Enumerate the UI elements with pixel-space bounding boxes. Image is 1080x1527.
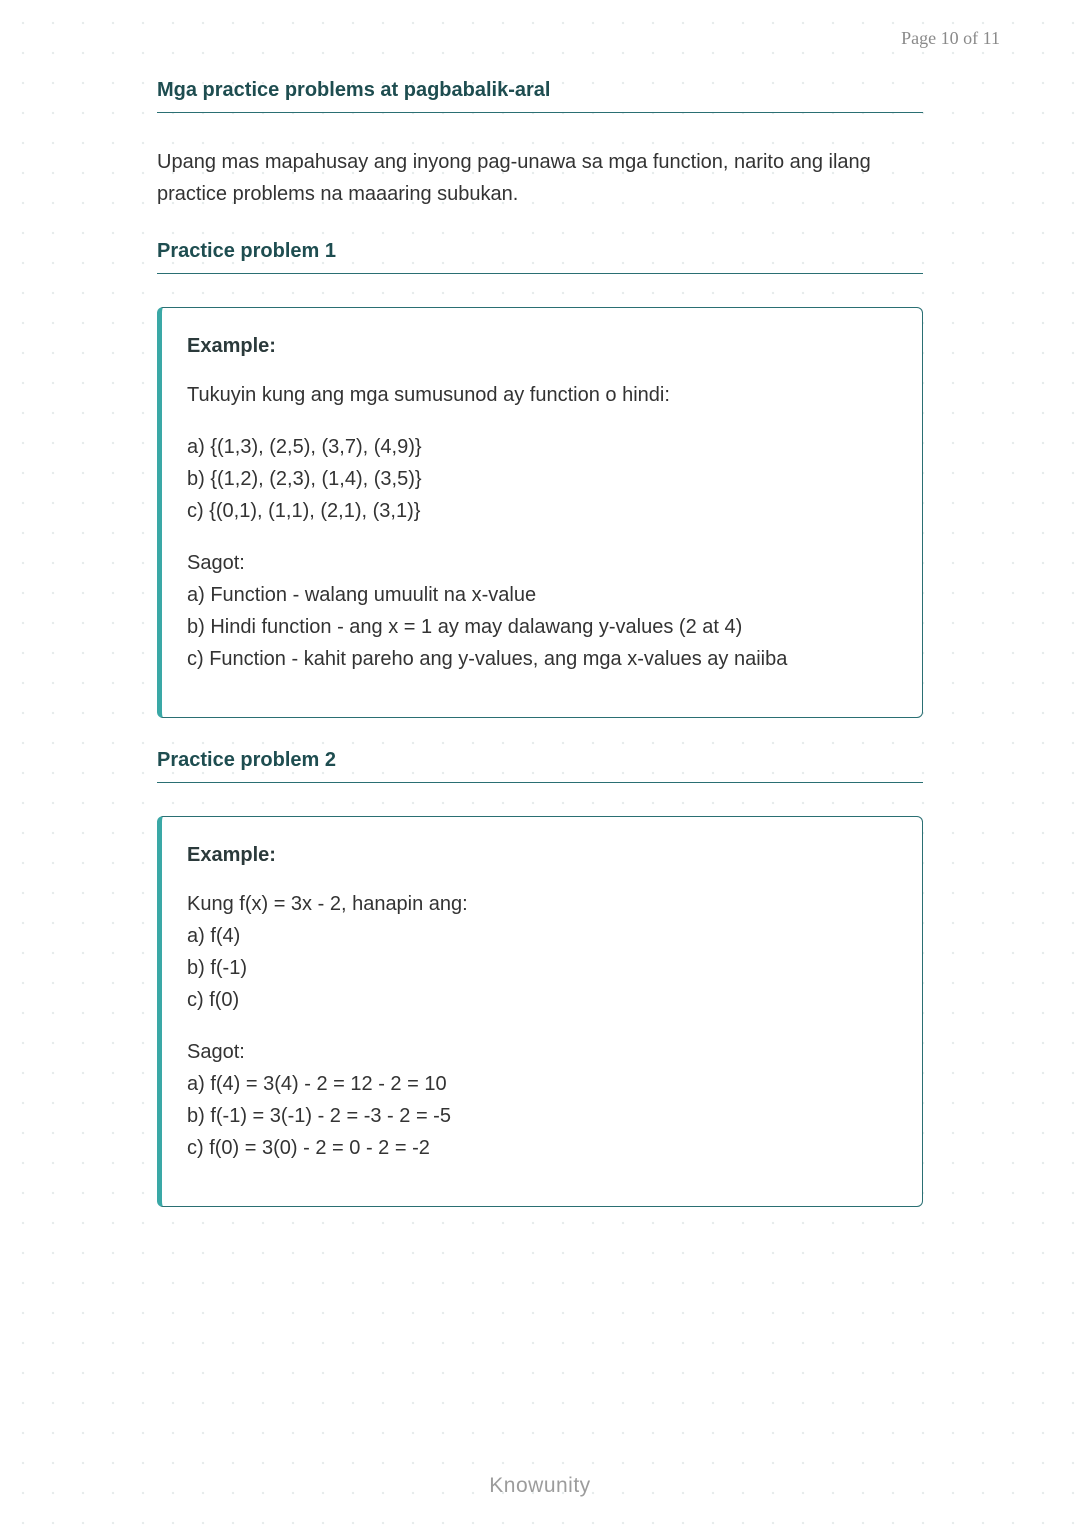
answer-item: a) Function - walang umuulit na x-value bbox=[187, 584, 537, 606]
problem-prompt: Tukuyin kung ang mga sumusunod ay function o hindi: bbox=[187, 384, 670, 406]
example-box-1 bbox=[157, 307, 923, 718]
problem-item: c) f(0) bbox=[187, 989, 240, 1011]
intro-paragraph bbox=[157, 146, 923, 210]
answer-item: b) Hindi function - ang x = 1 ay may dalawang y-values (2 at 4) bbox=[187, 616, 743, 638]
answer-item: a) f(4) = 3(4) - 2 = 12 - 2 = 10 bbox=[187, 1073, 447, 1095]
intro-line: practice problems na maaaring subukan. bbox=[157, 183, 519, 205]
practice-problem-2-heading: Practice problem 2 bbox=[157, 749, 923, 783]
answer-label: Sagot: bbox=[187, 552, 245, 574]
answer-list bbox=[187, 1068, 896, 1164]
problem-item: a) {(1,3), (2,5), (3,7), (4,9)} bbox=[187, 436, 422, 458]
answer-item: c) Function - kahit pareho ang y-values, ang mga x-values ay naiiba bbox=[187, 648, 788, 670]
example-box-2 bbox=[157, 816, 923, 1207]
intro-line: Upang mas mapahusay ang inyong pag-unawa sa mga function, narito ang ilang bbox=[157, 151, 871, 173]
answer-label: Sagot: bbox=[187, 1041, 245, 1063]
section-heading-review: Mga practice problems at pagbabalik-aral bbox=[157, 79, 923, 113]
answer-item: b) f(-1) = 3(-1) - 2 = -3 - 2 = -5 bbox=[187, 1105, 451, 1127]
problem-items bbox=[187, 920, 896, 1016]
problem-items bbox=[187, 431, 896, 527]
practice-problem-1-heading: Practice problem 1 bbox=[157, 240, 923, 274]
answer-list bbox=[187, 579, 896, 675]
footer-brand-logo: Knowunity bbox=[489, 1474, 591, 1497]
problem-item: a) f(4) bbox=[187, 925, 241, 947]
problem-item: c) {(0,1), (1,1), (2,1), (3,1)} bbox=[187, 500, 421, 522]
example-label: Example: bbox=[187, 844, 276, 866]
page-number: Page 10 of 11 bbox=[901, 28, 1000, 48]
example-label: Example: bbox=[187, 335, 276, 357]
problem-item: b) f(-1) bbox=[187, 957, 247, 979]
problem-prompt: Kung f(x) = 3x - 2, hanapin ang: bbox=[187, 893, 468, 915]
problem-item: b) {(1,2), (2,3), (1,4), (3,5)} bbox=[187, 468, 422, 490]
answer-item: c) f(0) = 3(0) - 2 = 0 - 2 = -2 bbox=[187, 1137, 430, 1159]
